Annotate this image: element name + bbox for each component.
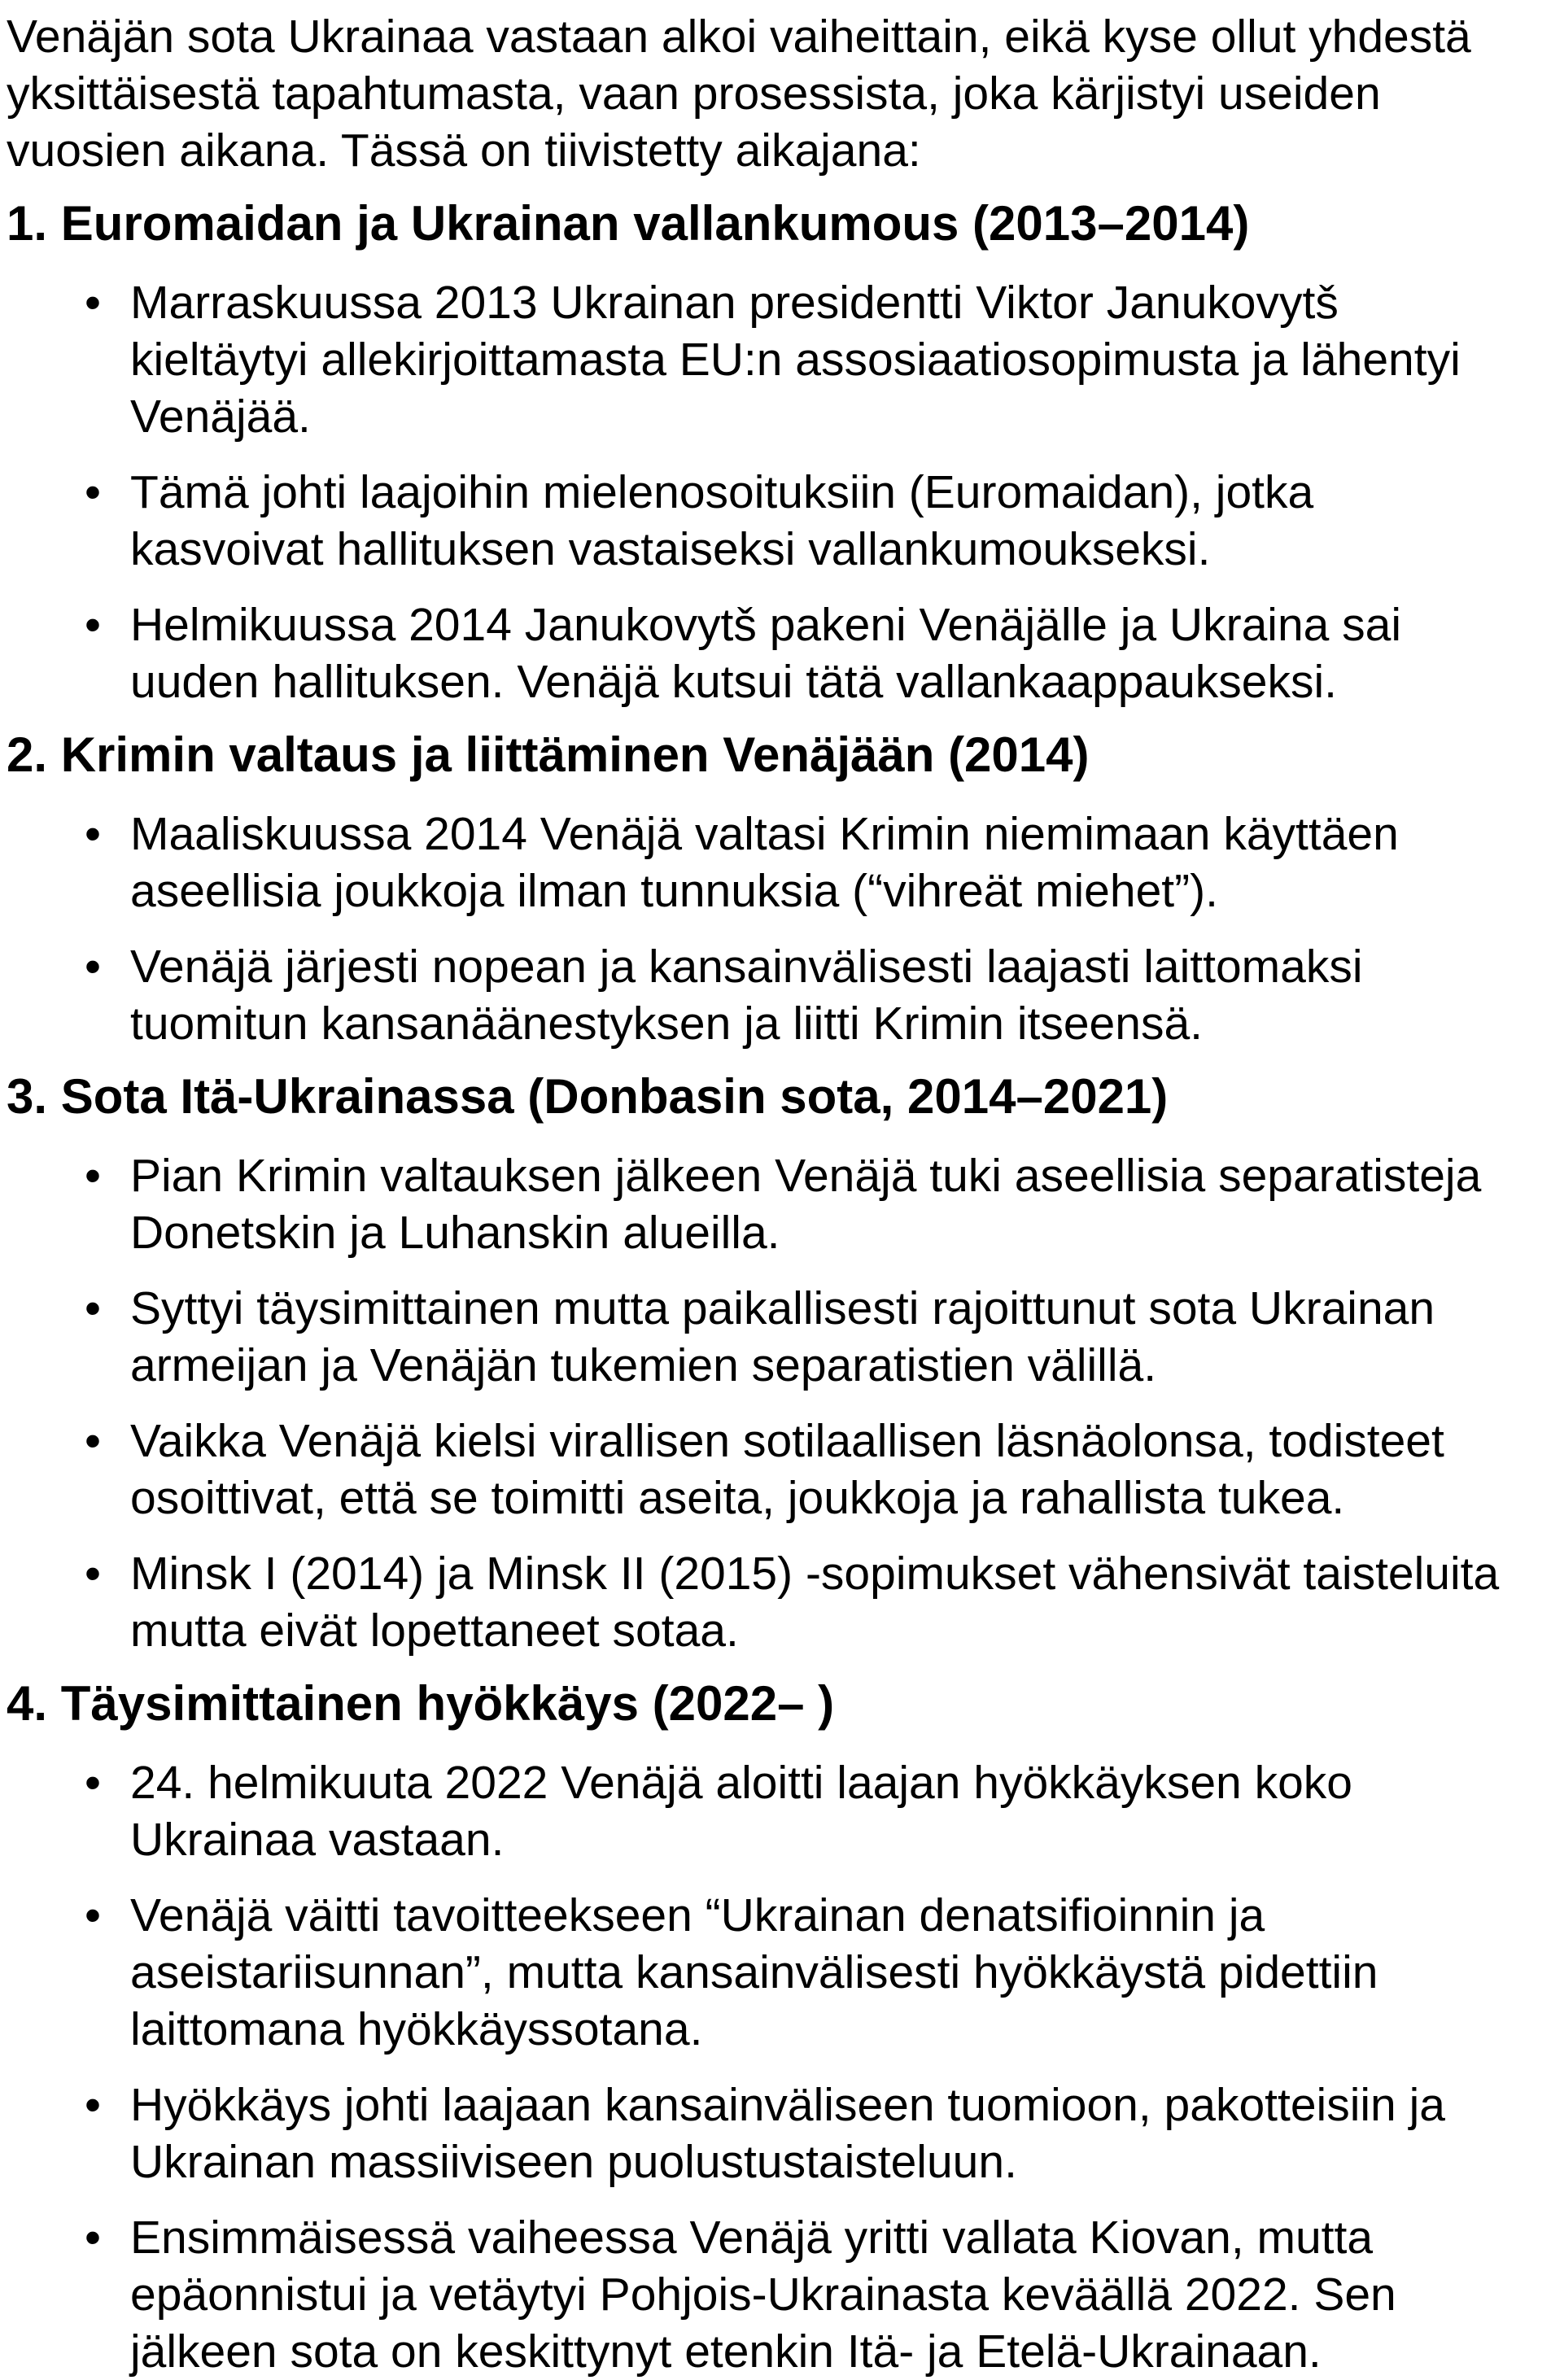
- bullet-icon: •: [85, 2079, 101, 2131]
- list-item-text: Marraskuussa 2013 Ukrainan presidentti Viktor Janukovytš kieltäytyi allekirjoittamasta EU:n assosiaatiosopimusta ja lähentyi Venäjää.: [130, 277, 1461, 443]
- list-item: [85, 1413, 1509, 1526]
- list-item-text: Minsk I (2014) ja Minsk II (2015) -sopimukset vähensivät taisteluita mutta eivät lopettaneet sotaa.: [130, 1548, 1500, 1657]
- bullet-list: [7, 1147, 1509, 1659]
- bullet-icon: •: [85, 808, 101, 860]
- bullet-icon: •: [85, 941, 101, 993]
- list-item-text: Venäjä järjesti nopean ja kansainvälisesti laajasti laittomaksi tuomitun kansanäänestyksen ja liitti Krimin itseensä.: [130, 941, 1363, 1050]
- bullet-icon: •: [85, 466, 101, 518]
- list-item: [85, 938, 1509, 1052]
- bullet-list: [7, 1754, 1509, 2380]
- list-item: [85, 1887, 1509, 2058]
- bullet-icon: •: [85, 1548, 101, 1600]
- list-item-text: Maaliskuussa 2014 Venäjä valtasi Krimin niemimaan käyttäen aseellisia joukkoja ilman tunnuksia (“vihreät miehet”).: [130, 808, 1399, 917]
- section-heading: 3. Sota Itä-Ukrainassa (Donbasin sota, 2014–2021): [7, 1069, 1169, 1124]
- bullet-icon: •: [85, 1282, 101, 1334]
- bullet-list: [7, 274, 1509, 710]
- list-item: [85, 1545, 1509, 1659]
- list-item: [85, 2076, 1509, 2190]
- timeline-sections: [7, 195, 1509, 2380]
- list-item-text: Helmikuussa 2014 Janukovytš pakeni Venäjälle ja Ukraina sai uuden hallituksen. Venäjä kutsui tätä vallankaappaukseksi.: [130, 599, 1402, 708]
- bullet-icon: •: [85, 2212, 101, 2264]
- intro-paragraph: Venäjän sota Ukrainaa vastaan alkoi vaiheittain, eikä kyse ollut yhdestä yksittäisestä tapahtumasta, vaan prosessista, joka kärjistyi useiden vuosien aikana. Tässä on tiivistetty aikajana:: [7, 11, 1471, 177]
- section-heading: 1. Euromaidan ja Ukrainan vallankumous (2013–2014): [7, 196, 1250, 251]
- list-item-text: Venäjä väitti tavoitteekseen “Ukrainan denatsifioinnin ja aseistariisunnan”, mutta kansainvälisesti hyökkäystä pidettiin laittomana hyökkäyssotana.: [130, 1889, 1378, 2055]
- section-heading: 4. Täysimittainen hyökkäys (2022– ): [7, 1676, 835, 1731]
- list-item-text: Syttyi täysimittainen mutta paikallisesti rajoittunut sota Ukrainan armeijan ja Venäjän tukemien separatistien välillä.: [130, 1282, 1435, 1391]
- list-item-text: Hyökkäys johti laajaan kansainväliseen tuomioon, pakotteisiin ja Ukrainan massiiviseen puolustustaisteluun.: [130, 2079, 1445, 2188]
- list-item-text: 24. helmikuuta 2022 Venäjä aloitti laajan hyökkäyksen koko Ukrainaa vastaan.: [130, 1757, 1352, 1866]
- list-item: [85, 1754, 1509, 1868]
- bullet-list: [7, 806, 1509, 1052]
- document: [7, 8, 1509, 2380]
- list-item: [85, 1147, 1509, 1261]
- list-item: [85, 2209, 1509, 2380]
- list-item-text: Pian Krimin valtauksen jälkeen Venäjä tuki aseellisia separatisteja Donetskin ja Luhanskin alueilla.: [130, 1150, 1482, 1259]
- list-item: [85, 464, 1509, 578]
- list-item-text: Tämä johti laajoihin mielenosoituksiin (Euromaidan), jotka kasvoivat hallituksen vastaiseksi vallankumoukseksi.: [130, 466, 1314, 575]
- bullet-icon: •: [85, 1150, 101, 1202]
- list-item: [85, 274, 1509, 445]
- bullet-icon: •: [85, 277, 101, 329]
- list-item: [85, 1280, 1509, 1394]
- bullet-icon: •: [85, 1757, 101, 1809]
- section-heading: 2. Krimin valtaus ja liittäminen Venäjään (2014): [7, 727, 1090, 782]
- list-item: [85, 596, 1509, 710]
- list-item-text: Vaikka Venäjä kielsi virallisen sotilaallisen läsnäolonsa, todisteet osoittivat, että se toimitti aseita, joukkoja ja rahallista tukea.: [130, 1415, 1444, 1524]
- list-item-text: Ensimmäisessä vaiheessa Venäjä yritti vallata Kiovan, mutta epäonnistui ja vetäytyi Pohjois-Ukrainasta keväällä 2022. Sen jälkeen sota on keskittynyt etenkin Itä- ja Etelä-Ukrainaan.: [130, 2212, 1396, 2378]
- list-item: [85, 806, 1509, 919]
- bullet-icon: •: [85, 1889, 101, 1941]
- bullet-icon: •: [85, 599, 101, 651]
- bullet-icon: •: [85, 1415, 101, 1467]
